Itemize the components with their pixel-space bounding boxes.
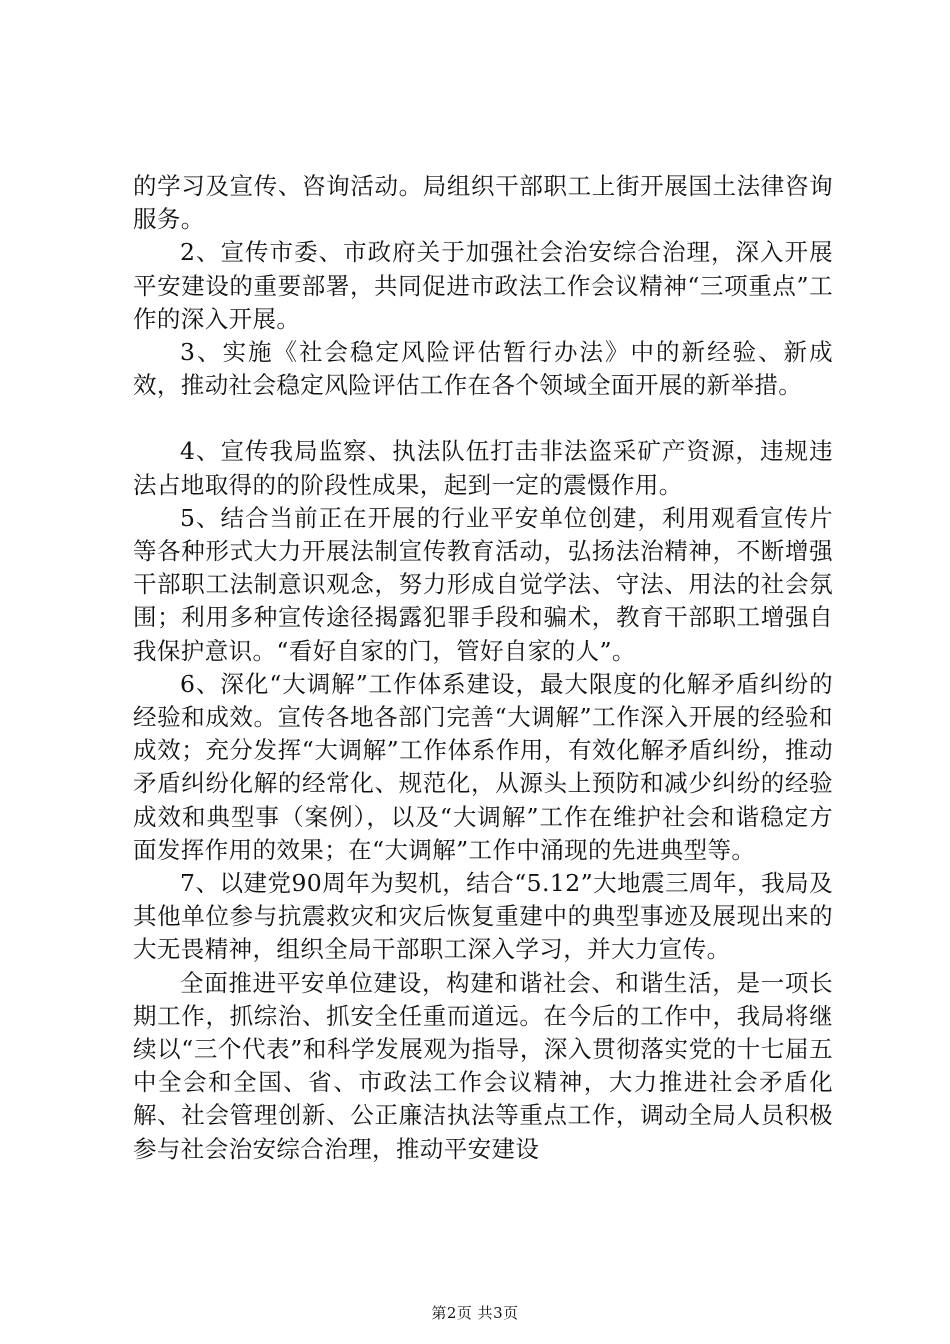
paragraph-continuation: 的学习及宣传、咨询活动。局组织干部职工上街开展国土法律咨询服务。 [133, 172, 833, 234]
paragraph-item-5: 5、结合当前正在开展的行业平安单位创建，利用观看宣传片等各种形式大力开展法制宣传教育活动，弘扬法治精神，不断增强干部职工法制意识观念，努力形成自觉学法、守法、用法的社会氛围；利用多种宣传途径揭露犯罪手段和骗术，教育干部职工增强自我保护意识。“看好自家的门，管好自家的人”。 [133, 503, 833, 665]
paragraph-conclusion: 全面推进平安单位建设，构建和谐社会、和谐生活，是一项长期工作，抓综治、抓安全任重而道远。在今后的工作中，我局将继续以“三个代表”和科学发展观为指导，深入贯彻落实党的十七届五中全会和全国、省、市政法工作会议精神，大力推进社会矛盾化解、社会管理创新、公正廉洁执法等重点工作，调动全局人员积极参与社会治安综合治理，推动平安建设 [133, 968, 833, 1163]
paragraph-item-2: 2、宣传市委、市政府关于加强社会治安综合治理，深入开展平安建设的重要部署，共同促进市政法工作会议精神“三项重点”工作的深入开展。 [133, 238, 833, 333]
paragraph-item-4: 4、宣传我局监察、执法队伍打击非法盗采矿产资源，违规违法占地取得的的阶段性成果，起到一定的震慑作用。 [133, 437, 833, 499]
document-body [133, 170, 833, 1166]
page-number-footer: 第2页 共3页 [431, 1304, 519, 1322]
paragraph-item-3: 3、实施《社会稳定风险评估暂行办法》中的新经验、新成效，推动社会稳定风险评估工作在各个领域全面开展的新举措。 [133, 338, 833, 400]
paragraph-item-7: 7、以建党90周年为契机，结合“5.12”大地震三周年，我局及其他单位参与抗震救灾和灾后恢复重建中的典型事迹及展现出来的大无畏精神，组织全局干部职工深入学习，并大力宣传。 [133, 869, 833, 964]
paragraph-item-6: 6、深化“大调解”工作体系建设，最大限度的化解矛盾纠纷的经验和成效。宣传各地各部门完善“大调解”工作深入开展的经验和成效；充分发挥“大调解”工作体系作用，有效化解矛盾纠纷，推动矛盾纠纷化解的经常化、规范化，从源头上预防和减少纠纷的经验成效和典型事（案例），以及“大调解”工作在维护社会和谐稳定方面发挥作用的效果；在“大调解”工作中涌现的先进典型等。 [133, 669, 833, 864]
